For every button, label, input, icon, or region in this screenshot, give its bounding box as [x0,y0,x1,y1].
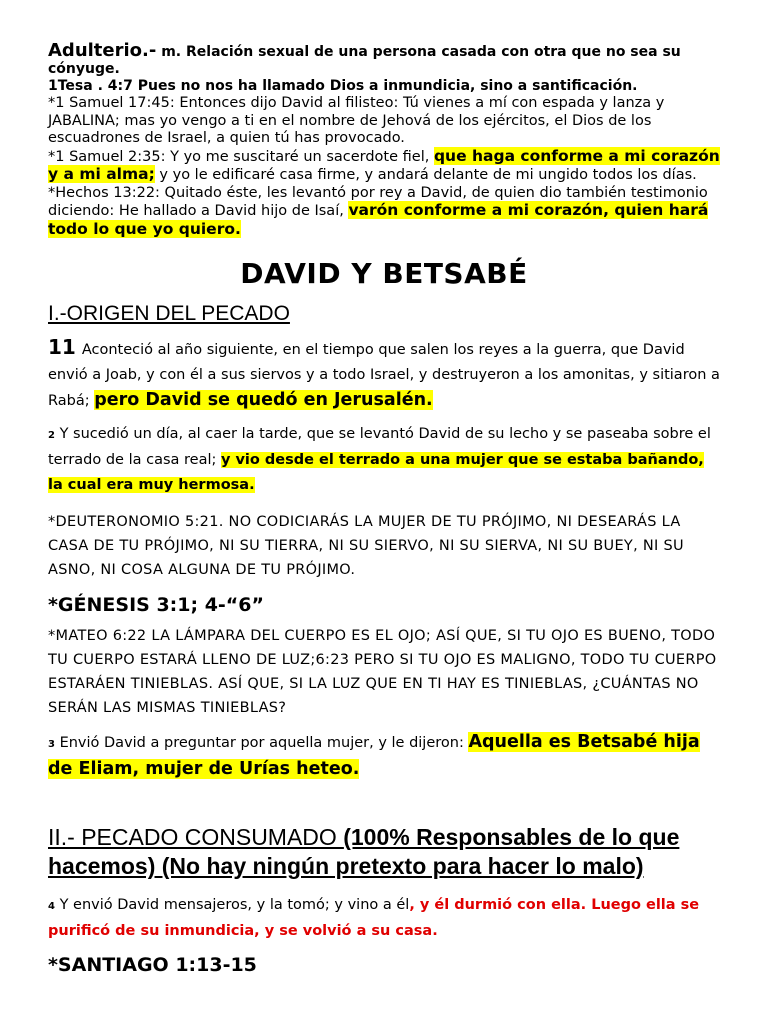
verse-3-highlight: Aquella es Betsabé hija de Eliam, mujer de Urías heteo. [48,732,700,779]
definition-paragraph [48,42,720,95]
verse-11-highlight: pero David se quedó en Jerusalén. [94,390,433,410]
verse-2-number: 2 [48,430,55,441]
verse-4-text: Y envió David mensajeros, y la tomó; y vino a él [59,897,410,913]
verse-4-red-text: , y él durmió con ella. Luego ella se purificó de su inmundicia, y se volvió a su casa. [48,897,700,939]
verse-2-text: Y sucedió un día, al caer la tarde, que se levantó David de su lecho y se paseaba sobre el terrado de la casa real; [48,426,711,468]
samuel-2-text: *1 Samuel 2:35: Y yo me suscitaré un sacerdote fiel, [48,148,434,165]
samuel-2-paragraph [48,148,720,185]
definition-term: Adulterio.- [48,40,157,61]
verse-2-highlight: y vio desde el terrado a una mujer que se estaba bañando, la cual era muy hermosa. [48,452,704,493]
samuel-17-text: *1 Samuel 17:45: Entonces dijo David al filisteo: Tú vienes a mí con espada y lanza y JABALINA; mas yo vengo a ti en el nombre de Jehová de los ejércitos, el Dios de los escuadrones de Israel, a quien tú has provocado. [48,95,665,146]
definition-reference: 1Tesa . 4:7 Pues no nos ha llamado Dios a inmundicia, sino a santificación. [48,78,638,94]
section-2-heading-note: (100% Responsables de lo que hacemos) (No hay ningún pretexto para hacer lo malo) [48,824,680,879]
section-2-heading-main: II.- PECADO CONSUMADO [48,824,344,850]
samuel-2-text-end: y yo le edificaré casa firme, y andará delante de mi ungido todos los días. [154,167,697,183]
definition-text: m. Relación sexual de una persona casada con otra que no sea su cónyuge. [48,44,681,77]
section-2-heading [48,823,720,881]
hechos-text: *Hechos 13:22: Quitado éste, les levantó por rey a David, de quien dio también testimonio diciendo: He hallado a David hijo de Isaí, [48,184,708,219]
verse-11-number: 11 [48,335,76,359]
verse-11 [48,335,720,414]
spacer [48,783,720,823]
samuel-17-paragraph [48,95,720,148]
hechos-paragraph [48,185,720,240]
verse-4-number: 4 [48,901,55,912]
verse-4 [48,893,720,944]
santiago-reference: *SANTIAGO 1:13-15 [48,954,257,976]
genesis-reference: *GÉNESIS 3:1; 4-“6” [48,594,264,616]
verse-2 [48,422,720,498]
verse-3 [48,730,720,783]
verse-11-text: Aconteció al año siguiente, en el tiempo que salen los reyes a la guerra, que David envió a Joab, y con él a sus siervos y a todo Israel, y destruyeron a los amonitas, y sitiaron a Rabá; [48,342,720,409]
deuteronomio-paragraph: *DEUTERONOMIO 5:21. NO CODICIARÁS LA MUJER DE TU PRÓJIMO, NI DESEARÁS LA CASA DE TU PRÓJIMO, NI SU TIERRA, NI SU SIERVO, NI SU SIERVA, NI SU BUEY, NI SU ASNO, NI COSA ALGUNA DE TU PRÓJIMO. [48,514,684,578]
hechos-highlight: varón conforme a mi corazón, quien hará todo lo que yo quiero. [48,201,709,238]
samuel-2-highlight: que haga conforme a mi corazón y a mi alma; [48,146,720,183]
section-1-heading: I.-ORIGEN DEL PECADO [48,302,290,325]
verse-3-number: 3 [48,739,55,750]
mateo-paragraph: *MATEO 6:22 LA LÁMPARA DEL CUERPO ES EL OJO; ASÍ QUE, SI TU OJO ES BUENO, TODO TU CUERPO ESTARÁ LLENO DE LUZ;6:23 PERO SI TU OJO ES MALIGNO, TODO TU CUERPO ESTARÁEN TINIEBLAS. ASÍ QUE, SI LA LUZ QUE EN TI HAY ES TINIEBLAS, ¿CUÁNTAS NO SERÁN LAS MISMAS TINIEBLAS? [48,628,717,716]
page-title: DAVID Y BETSABÉ [240,257,528,290]
verse-3-text: Envió David a preguntar por aquella mujer, y le dijeron: [59,735,469,751]
